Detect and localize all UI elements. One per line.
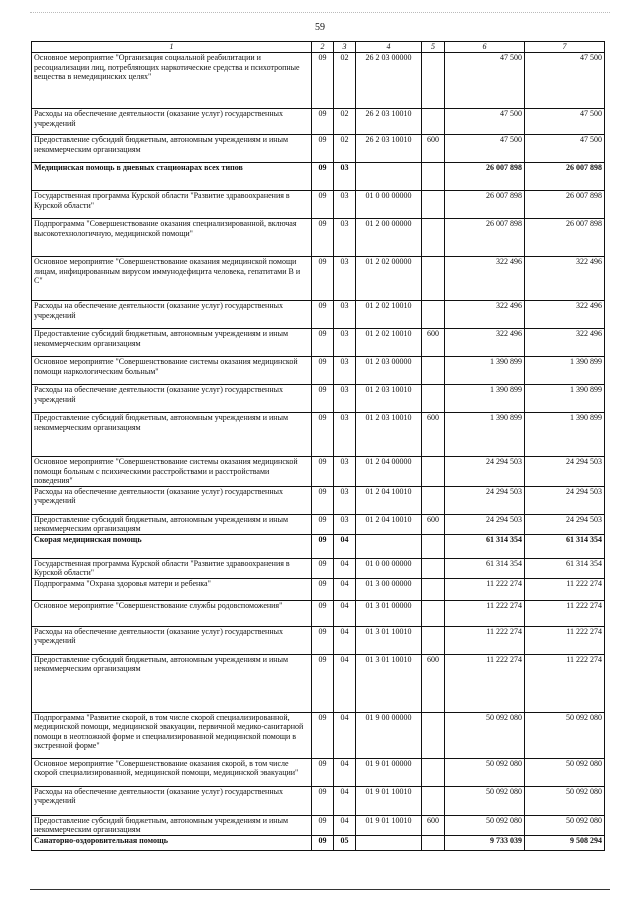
row-amount-year2-cell: 50 092 080 xyxy=(525,815,605,835)
row-amount-year2-cell: 50 092 080 xyxy=(525,758,605,786)
row-name-cell: Расходы на обеспечение деятельности (оказание услуг) государственных учреждений xyxy=(32,486,312,514)
row-section-cell: 09 xyxy=(312,329,334,357)
row-section-cell: 09 xyxy=(312,257,334,301)
row-target-code-cell xyxy=(356,835,422,850)
table-row xyxy=(32,758,605,786)
row-amount-year2-cell: 47 500 xyxy=(525,53,605,109)
row-section-cell: 09 xyxy=(312,514,334,534)
table-row xyxy=(32,654,605,712)
bottom-scan-line xyxy=(30,889,610,890)
table-row xyxy=(32,486,605,514)
row-section-cell: 09 xyxy=(312,357,334,385)
row-section-cell: 09 xyxy=(312,815,334,835)
table-row xyxy=(32,191,605,219)
row-section-cell: 09 xyxy=(312,626,334,654)
row-name-cell: Расходы на обеспечение деятельности (оказание услуг) государственных учреждений xyxy=(32,786,312,815)
row-section-cell: 09 xyxy=(312,413,334,457)
row-section-cell: 09 xyxy=(312,600,334,626)
row-section-cell: 09 xyxy=(312,486,334,514)
row-name-cell: Предоставление субсидий бюджетным, автономным учреждениям и иным некоммерческим организациям xyxy=(32,815,312,835)
row-expense-type-cell xyxy=(422,835,445,850)
row-subsection-cell: 03 xyxy=(334,385,356,413)
table-row xyxy=(32,257,605,301)
table-row xyxy=(32,329,605,357)
row-amount-year2-cell: 322 496 xyxy=(525,301,605,329)
row-section-cell: 09 xyxy=(312,191,334,219)
row-expense-type-cell xyxy=(422,578,445,600)
table-row xyxy=(32,815,605,835)
row-section-cell: 09 xyxy=(312,534,334,558)
row-amount-year1-cell: 50 092 080 xyxy=(445,815,525,835)
row-name-cell: Предоставление субсидий бюджетным, автономным учреждениям и иным некоммерческим организациям xyxy=(32,329,312,357)
row-section-cell: 09 xyxy=(312,385,334,413)
row-subsection-cell: 03 xyxy=(334,163,356,191)
row-expense-type-cell: 600 xyxy=(422,815,445,835)
row-name-cell: Государственная программа Курской области "Развитие здравоохранения в Курской области" xyxy=(32,558,312,578)
row-subsection-cell: 04 xyxy=(334,578,356,600)
row-target-code-cell: 01 0 00 00000 xyxy=(356,191,422,219)
table-row xyxy=(32,514,605,534)
row-section-cell: 09 xyxy=(312,758,334,786)
row-amount-year2-cell: 26 007 898 xyxy=(525,191,605,219)
row-amount-year1-cell: 9 733 039 xyxy=(445,835,525,850)
row-expense-type-cell xyxy=(422,163,445,191)
row-subsection-cell: 05 xyxy=(334,835,356,850)
row-target-code-cell: 26 2 03 10010 xyxy=(356,109,422,135)
row-name-cell: Подпрограмма "Развитие скорой, в том числе скорой специализированной, медицинской помощи, медицинской эвакуации, первичной медико-санитарной помощи в неотложной форме и специализированной медицинской помощи в экстренной форме" xyxy=(32,712,312,758)
row-amount-year2-cell: 61 314 354 xyxy=(525,534,605,558)
row-subsection-cell: 03 xyxy=(334,486,356,514)
row-subsection-cell: 04 xyxy=(334,558,356,578)
table-row xyxy=(32,534,605,558)
row-name-cell: Предоставление субсидий бюджетным, автономным учреждениям и иным некоммерческим организациям xyxy=(32,135,312,163)
row-name-cell: Основное мероприятие "Совершенствование системы оказания медицинской помощи больным с психическими расстройствами и расстройствами поведения" xyxy=(32,457,312,487)
row-subsection-cell: 04 xyxy=(334,786,356,815)
row-target-code-cell: 01 3 01 10010 xyxy=(356,654,422,712)
row-name-cell: Основное мероприятие "Совершенствование оказания скорой, в том числе скорой специализированной, медицинской помощи, медицинской эвакуации" xyxy=(32,758,312,786)
table-row xyxy=(32,835,605,850)
row-section-cell: 09 xyxy=(312,135,334,163)
row-name-cell: Предоставление субсидий бюджетным, автономным учреждениям и иным некоммерческим организациям xyxy=(32,654,312,712)
row-amount-year1-cell: 50 092 080 xyxy=(445,712,525,758)
row-subsection-cell: 02 xyxy=(334,135,356,163)
row-amount-year2-cell: 50 092 080 xyxy=(525,712,605,758)
row-amount-year2-cell: 11 222 274 xyxy=(525,600,605,626)
row-target-code-cell: 01 9 00 00000 xyxy=(356,712,422,758)
column-number-header xyxy=(32,42,605,53)
table-row xyxy=(32,163,605,191)
row-name-cell: Основное мероприятие "Организация социальной реабилитации и ресоциализации лиц, потребляющих наркотические средства и психотропные вещества в немедицинских целях" xyxy=(32,53,312,109)
row-target-code-cell: 01 2 00 00000 xyxy=(356,219,422,257)
row-section-cell: 09 xyxy=(312,712,334,758)
table-row xyxy=(32,385,605,413)
row-name-cell: Основное мероприятие "Совершенствование системы оказания медицинской помощи наркологическим больным" xyxy=(32,357,312,385)
row-expense-type-cell xyxy=(422,786,445,815)
row-amount-year2-cell: 26 007 898 xyxy=(525,219,605,257)
row-section-cell: 09 xyxy=(312,301,334,329)
row-subsection-cell: 04 xyxy=(334,534,356,558)
row-expense-type-cell xyxy=(422,301,445,329)
row-expense-type-cell: 600 xyxy=(422,329,445,357)
row-amount-year1-cell: 47 500 xyxy=(445,109,525,135)
row-target-code-cell: 01 9 01 10010 xyxy=(356,815,422,835)
row-amount-year2-cell: 24 294 503 xyxy=(525,457,605,487)
row-section-cell: 09 xyxy=(312,163,334,191)
row-section-cell: 09 xyxy=(312,578,334,600)
table-row xyxy=(32,413,605,457)
row-name-cell: Расходы на обеспечение деятельности (оказание услуг) государственных учреждений xyxy=(32,385,312,413)
page-number: 59 xyxy=(315,22,325,33)
row-amount-year2-cell: 9 508 294 xyxy=(525,835,605,850)
row-target-code-cell: 26 2 03 00000 xyxy=(356,53,422,109)
row-subsection-cell: 03 xyxy=(334,514,356,534)
row-expense-type-cell xyxy=(422,219,445,257)
row-expense-type-cell xyxy=(422,191,445,219)
row-amount-year1-cell: 322 496 xyxy=(445,301,525,329)
row-section-cell: 09 xyxy=(312,558,334,578)
row-section-cell: 09 xyxy=(312,457,334,487)
table-row xyxy=(32,301,605,329)
row-section-cell: 09 xyxy=(312,109,334,135)
row-expense-type-cell xyxy=(422,357,445,385)
row-subsection-cell: 04 xyxy=(334,712,356,758)
row-subsection-cell: 02 xyxy=(334,109,356,135)
row-expense-type-cell xyxy=(422,109,445,135)
row-subsection-cell: 03 xyxy=(334,329,356,357)
row-subsection-cell: 04 xyxy=(334,600,356,626)
row-target-code-cell: 01 2 02 00000 xyxy=(356,257,422,301)
row-name-cell: Медицинская помощь в дневных стационарах всех типов xyxy=(32,163,312,191)
row-expense-type-cell xyxy=(422,626,445,654)
row-target-code-cell: 01 3 01 00000 xyxy=(356,600,422,626)
row-amount-year1-cell: 322 496 xyxy=(445,329,525,357)
table-row xyxy=(32,109,605,135)
row-expense-type-cell xyxy=(422,600,445,626)
row-name-cell: Расходы на обеспечение деятельности (оказание услуг) государственных учреждений xyxy=(32,626,312,654)
table-row xyxy=(32,558,605,578)
row-target-code-cell: 26 2 03 10010 xyxy=(356,135,422,163)
row-section-cell: 09 xyxy=(312,219,334,257)
row-amount-year2-cell: 11 222 274 xyxy=(525,654,605,712)
row-subsection-cell: 03 xyxy=(334,357,356,385)
row-name-cell: Основное мероприятие "Совершенствование службы родовспоможения" xyxy=(32,600,312,626)
row-name-cell: Санаторно-оздоровительная помощь xyxy=(32,835,312,850)
row-amount-year1-cell: 1 390 899 xyxy=(445,357,525,385)
row-expense-type-cell: 600 xyxy=(422,654,445,712)
table-row xyxy=(32,457,605,487)
row-amount-year2-cell: 47 500 xyxy=(525,135,605,163)
table-row xyxy=(32,712,605,758)
row-subsection-cell: 03 xyxy=(334,457,356,487)
row-amount-year1-cell: 61 314 354 xyxy=(445,558,525,578)
row-expense-type-cell xyxy=(422,457,445,487)
column-header-7: 7 xyxy=(525,42,605,53)
row-expense-type-cell xyxy=(422,486,445,514)
row-expense-type-cell: 600 xyxy=(422,413,445,457)
row-amount-year2-cell: 322 496 xyxy=(525,329,605,357)
row-amount-year2-cell: 1 390 899 xyxy=(525,357,605,385)
row-target-code-cell: 01 2 02 10010 xyxy=(356,301,422,329)
row-amount-year1-cell: 47 500 xyxy=(445,135,525,163)
row-amount-year1-cell: 61 314 354 xyxy=(445,534,525,558)
row-target-code-cell: 01 2 02 10010 xyxy=(356,329,422,357)
row-amount-year1-cell: 11 222 274 xyxy=(445,578,525,600)
table-row xyxy=(32,219,605,257)
row-name-cell: Государственная программа Курской области "Развитие здравоохранения в Курской области" xyxy=(32,191,312,219)
row-expense-type-cell: 600 xyxy=(422,135,445,163)
row-expense-type-cell xyxy=(422,534,445,558)
row-expense-type-cell xyxy=(422,53,445,109)
row-target-code-cell: 01 0 00 00000 xyxy=(356,558,422,578)
table-row xyxy=(32,53,605,109)
row-subsection-cell: 03 xyxy=(334,191,356,219)
row-target-code-cell: 01 2 04 10010 xyxy=(356,514,422,534)
row-amount-year1-cell: 1 390 899 xyxy=(445,385,525,413)
row-name-cell: Основное мероприятие "Совершенствование оказания медицинской помощи лицам, инфицированным вирусом иммунодефицита человека, гепатитами В и С" xyxy=(32,257,312,301)
row-target-code-cell xyxy=(356,534,422,558)
row-amount-year2-cell: 61 314 354 xyxy=(525,558,605,578)
column-header-2: 2 xyxy=(312,42,334,53)
row-target-code-cell: 01 9 01 00000 xyxy=(356,758,422,786)
row-subsection-cell: 04 xyxy=(334,815,356,835)
row-amount-year1-cell: 11 222 274 xyxy=(445,654,525,712)
row-amount-year2-cell: 47 500 xyxy=(525,109,605,135)
row-expense-type-cell xyxy=(422,758,445,786)
column-header-4: 4 xyxy=(356,42,422,53)
row-amount-year1-cell: 11 222 274 xyxy=(445,600,525,626)
row-amount-year2-cell: 1 390 899 xyxy=(525,385,605,413)
row-subsection-cell: 04 xyxy=(334,758,356,786)
row-target-code-cell: 01 2 03 10010 xyxy=(356,385,422,413)
row-target-code-cell: 01 2 04 10010 xyxy=(356,486,422,514)
row-name-cell: Предоставление субсидий бюджетным, автономным учреждениям и иным некоммерческим организациям xyxy=(32,514,312,534)
row-amount-year1-cell: 24 294 503 xyxy=(445,514,525,534)
row-amount-year1-cell: 24 294 503 xyxy=(445,486,525,514)
row-target-code-cell: 01 2 04 00000 xyxy=(356,457,422,487)
table-row xyxy=(32,357,605,385)
row-target-code-cell: 01 2 03 10010 xyxy=(356,413,422,457)
row-subsection-cell: 04 xyxy=(334,654,356,712)
row-name-cell: Подпрограмма "Совершенствование оказания специализированной, включая высокотехнологичную, медицинской помощи" xyxy=(32,219,312,257)
row-target-code-cell xyxy=(356,163,422,191)
row-amount-year1-cell: 24 294 503 xyxy=(445,457,525,487)
row-amount-year2-cell: 24 294 503 xyxy=(525,514,605,534)
row-amount-year2-cell: 24 294 503 xyxy=(525,486,605,514)
row-amount-year1-cell: 26 007 898 xyxy=(445,163,525,191)
row-target-code-cell: 01 3 01 10010 xyxy=(356,626,422,654)
row-expense-type-cell xyxy=(422,257,445,301)
row-name-cell: Скорая медицинская помощь xyxy=(32,534,312,558)
row-section-cell: 09 xyxy=(312,786,334,815)
table-row xyxy=(32,578,605,600)
row-subsection-cell: 02 xyxy=(334,53,356,109)
row-amount-year1-cell: 50 092 080 xyxy=(445,786,525,815)
row-amount-year2-cell: 322 496 xyxy=(525,257,605,301)
row-subsection-cell: 03 xyxy=(334,301,356,329)
table-row xyxy=(32,786,605,815)
row-amount-year2-cell: 1 390 899 xyxy=(525,413,605,457)
row-expense-type-cell: 600 xyxy=(422,514,445,534)
row-amount-year1-cell: 26 007 898 xyxy=(445,191,525,219)
row-amount-year1-cell: 11 222 274 xyxy=(445,626,525,654)
row-amount-year2-cell: 26 007 898 xyxy=(525,163,605,191)
row-section-cell: 09 xyxy=(312,654,334,712)
row-section-cell: 09 xyxy=(312,53,334,109)
top-scan-line xyxy=(30,12,610,13)
row-subsection-cell: 03 xyxy=(334,219,356,257)
row-target-code-cell: 01 2 03 00000 xyxy=(356,357,422,385)
column-header-1: 1 xyxy=(32,42,312,53)
row-name-cell: Подпрограмма "Охрана здоровья матери и ребенка" xyxy=(32,578,312,600)
table-row xyxy=(32,626,605,654)
table-row xyxy=(32,135,605,163)
row-amount-year2-cell: 11 222 274 xyxy=(525,626,605,654)
row-subsection-cell: 03 xyxy=(334,257,356,301)
row-amount-year2-cell: 50 092 080 xyxy=(525,786,605,815)
row-expense-type-cell xyxy=(422,385,445,413)
row-subsection-cell: 04 xyxy=(334,626,356,654)
column-header-6: 6 xyxy=(445,42,525,53)
row-amount-year2-cell: 11 222 274 xyxy=(525,578,605,600)
row-target-code-cell: 01 3 00 00000 xyxy=(356,578,422,600)
row-subsection-cell: 03 xyxy=(334,413,356,457)
row-expense-type-cell xyxy=(422,712,445,758)
row-amount-year1-cell: 47 500 xyxy=(445,53,525,109)
table-row xyxy=(32,600,605,626)
row-amount-year1-cell: 50 092 080 xyxy=(445,758,525,786)
row-name-cell: Расходы на обеспечение деятельности (оказание услуг) государственных учреждений xyxy=(32,301,312,329)
row-target-code-cell: 01 9 01 10010 xyxy=(356,786,422,815)
column-header-3: 3 xyxy=(334,42,356,53)
row-amount-year1-cell: 322 496 xyxy=(445,257,525,301)
row-expense-type-cell xyxy=(422,558,445,578)
row-section-cell: 09 xyxy=(312,835,334,850)
row-name-cell: Предоставление субсидий бюджетным, автономным учреждениям и иным некоммерческим организациям xyxy=(32,413,312,457)
budget-table xyxy=(31,41,605,851)
row-amount-year1-cell: 26 007 898 xyxy=(445,219,525,257)
row-name-cell: Расходы на обеспечение деятельности (оказание услуг) государственных учреждений xyxy=(32,109,312,135)
column-header-5: 5 xyxy=(422,42,445,53)
row-amount-year1-cell: 1 390 899 xyxy=(445,413,525,457)
